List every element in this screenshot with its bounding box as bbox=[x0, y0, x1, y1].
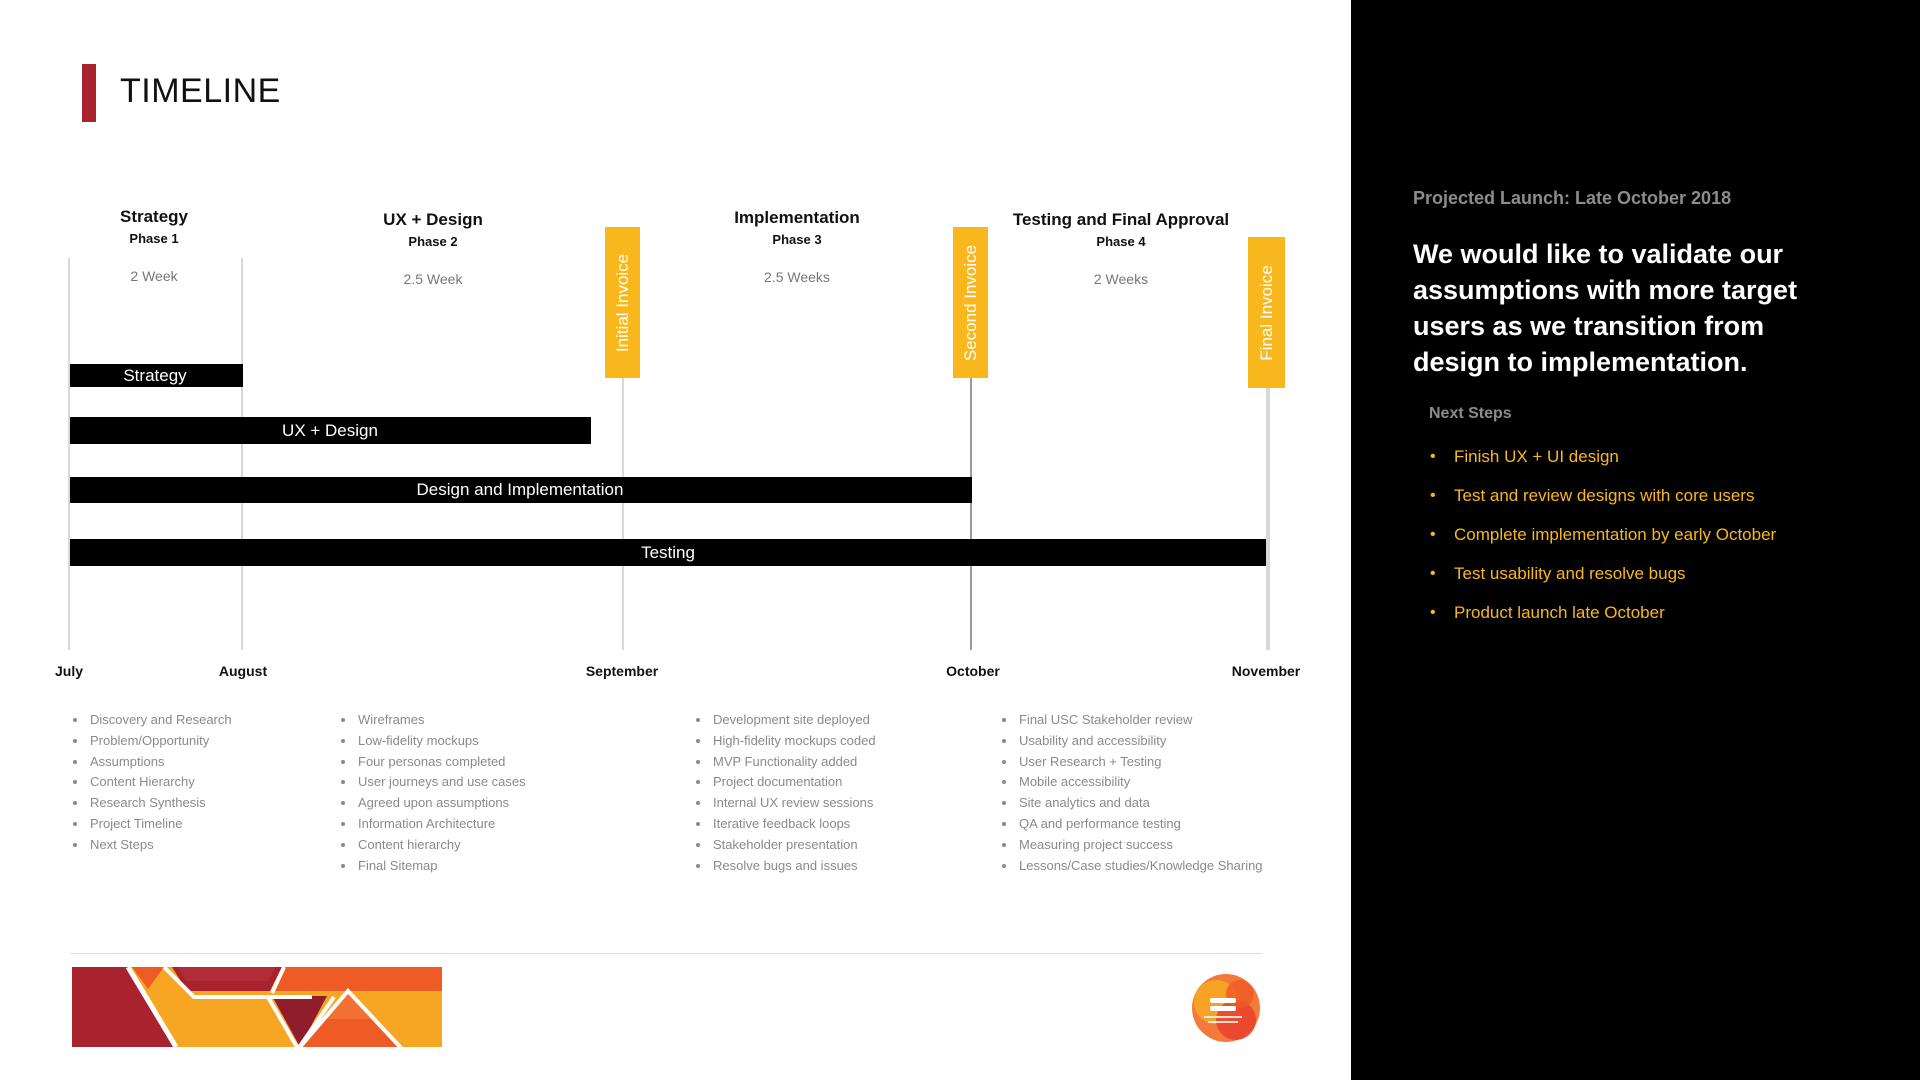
gridline-september bbox=[622, 378, 624, 650]
phase-duration: 2.5 Weeks bbox=[764, 269, 830, 285]
month-label-august: August bbox=[218, 663, 268, 679]
footer-pattern-banner bbox=[72, 967, 442, 1047]
invoice-label: Second Invoice bbox=[960, 244, 980, 361]
gridline-august bbox=[241, 258, 243, 650]
list-item: • Final USC Stakeholder review bbox=[1017, 710, 1263, 731]
phase-number: Phase 4 bbox=[1096, 234, 1146, 249]
phase-duration: 2 Week bbox=[130, 268, 178, 284]
list-item: • QA and performance testing bbox=[1017, 814, 1263, 835]
list-item: • Agreed upon assumptions bbox=[356, 793, 526, 814]
organization-logo bbox=[1186, 968, 1262, 1044]
list-item: • Research Synthesis bbox=[88, 793, 232, 814]
list-item: • Site analytics and data bbox=[1017, 793, 1263, 814]
list-item: • Measuring project success bbox=[1017, 835, 1263, 856]
phase-name: Implementation bbox=[734, 208, 860, 227]
next-step-item: • Complete implementation by early October bbox=[1454, 522, 1776, 561]
list-item: • High-fidelity mockups coded bbox=[711, 731, 876, 752]
phase-header-implementation bbox=[734, 208, 860, 285]
invoice-marker-initial bbox=[605, 227, 640, 378]
phase-header-strategy bbox=[120, 207, 188, 284]
gantt-bar-ux-design bbox=[70, 417, 591, 444]
month-label-november: November bbox=[1231, 663, 1301, 679]
logo-mark-icon bbox=[1186, 968, 1262, 1044]
list-item: • Usability and accessibility bbox=[1017, 731, 1263, 752]
gridline-july bbox=[68, 258, 70, 650]
phase-header-ux-design bbox=[383, 210, 483, 287]
month-label-july: July bbox=[54, 663, 84, 679]
list-item: • Content hierarchy bbox=[356, 835, 526, 856]
task-list-phase-3 bbox=[693, 710, 876, 876]
invoice-marker-second bbox=[953, 227, 988, 378]
list-item: • Next Steps bbox=[88, 835, 232, 856]
list-item: • Lessons/Case studies/Knowledge Sharing bbox=[1017, 856, 1263, 877]
list-item: • Iterative feedback loops bbox=[711, 814, 876, 835]
list-item: • Content Hierarchy bbox=[88, 772, 232, 793]
next-steps-title: Next Steps bbox=[1429, 405, 1512, 422]
list-item: • Information Architecture bbox=[356, 814, 526, 835]
phase-duration: 2.5 Week bbox=[403, 271, 463, 287]
phase-name: Strategy bbox=[119, 207, 189, 226]
invoice-label: Final Invoice bbox=[1256, 264, 1276, 361]
list-item: • Resolve bugs and issues bbox=[711, 856, 876, 877]
task-list-phase-1 bbox=[70, 710, 232, 856]
geometric-pattern-graphic bbox=[72, 967, 442, 1047]
list-item: • Development site deployed bbox=[711, 710, 876, 731]
list-item: • Mobile accessibility bbox=[1017, 772, 1263, 793]
bar-label: Strategy bbox=[123, 365, 187, 385]
next-step-item: • Test usability and resolve bugs bbox=[1454, 561, 1776, 600]
list-item: • Discovery and Research bbox=[88, 710, 232, 731]
next-step-item: • Product launch late October bbox=[1454, 600, 1776, 639]
list-item: • Project documentation bbox=[711, 772, 876, 793]
gridline-november bbox=[1266, 388, 1270, 650]
bar-label: UX + Design bbox=[282, 420, 378, 440]
list-item: • Four personas completed bbox=[356, 752, 526, 773]
invoice-label: Initial Invoice bbox=[612, 253, 632, 352]
gantt-bar-strategy bbox=[70, 364, 243, 387]
invoice-marker-final bbox=[1248, 237, 1285, 388]
phase-name: UX + Design bbox=[383, 210, 483, 229]
gridline-october bbox=[970, 378, 972, 650]
list-item: • Project Timeline bbox=[88, 814, 232, 835]
page-title: TIMELINE bbox=[120, 72, 281, 110]
list-item: • Internal UX review sessions bbox=[711, 793, 876, 814]
gantt-bar-design-implementation bbox=[70, 477, 972, 503]
list-item: • Assumptions bbox=[88, 752, 232, 773]
gantt-bar-testing bbox=[70, 539, 1266, 566]
list-item: • User Research + Testing bbox=[1017, 752, 1263, 773]
list-item: • Stakeholder presentation bbox=[711, 835, 876, 856]
summary-headline: We would like to validate our assumptions with more target users as we transition from design to implementation. bbox=[1413, 239, 1798, 377]
projected-launch-text: Projected Launch: Late October 2018 bbox=[1413, 188, 1732, 208]
month-label-september: September bbox=[585, 663, 659, 679]
phase-number: Phase 2 bbox=[408, 234, 458, 249]
footer-divider bbox=[70, 953, 1262, 954]
bar-label: Design and Implementation bbox=[416, 480, 624, 499]
list-item: • Low-fidelity mockups bbox=[356, 731, 526, 752]
title-accent-bar bbox=[82, 64, 96, 122]
month-label-october: October bbox=[946, 663, 1000, 679]
list-item: • MVP Functionality added bbox=[711, 752, 876, 773]
list-item: • Problem/Opportunity bbox=[88, 731, 232, 752]
task-list-phase-4 bbox=[999, 710, 1263, 876]
list-item: • Final Sitemap bbox=[356, 856, 526, 877]
phase-header-testing bbox=[1013, 210, 1229, 287]
phase-number: Phase 1 bbox=[129, 231, 179, 246]
list-item: • User journeys and use cases bbox=[356, 772, 526, 793]
next-step-item: • Test and review designs with core users bbox=[1454, 483, 1776, 522]
phase-name: Testing and Final Approval bbox=[1012, 210, 1230, 229]
next-steps-list bbox=[1412, 444, 1776, 639]
task-list-phase-2 bbox=[338, 710, 526, 876]
list-item: • Wireframes bbox=[356, 710, 526, 731]
bar-label: Testing bbox=[641, 542, 695, 562]
next-step-item: • Finish UX + UI design bbox=[1454, 444, 1776, 483]
phase-number: Phase 3 bbox=[772, 232, 822, 247]
phase-duration: 2 Weeks bbox=[1093, 271, 1149, 287]
